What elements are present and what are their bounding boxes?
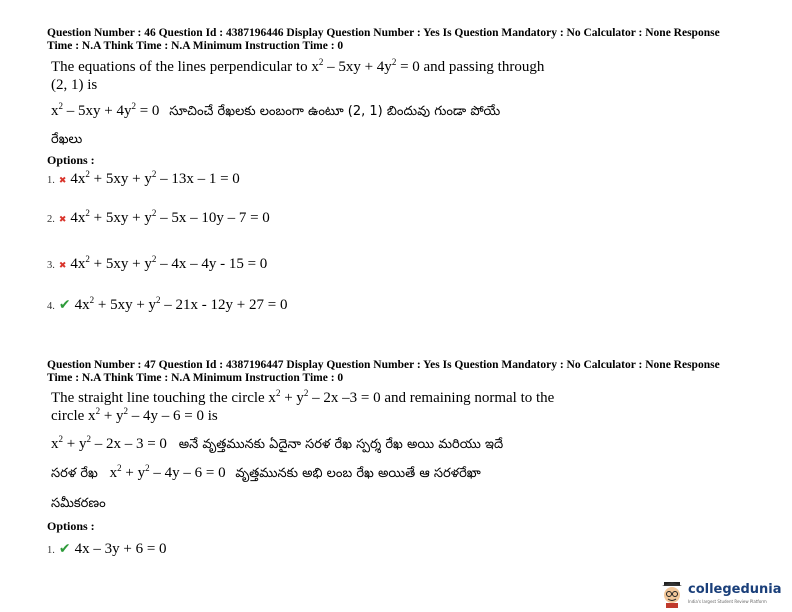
q47-meta-line2: Time : N.A Think Time : N.A Minimum Instruction Time : 0 <box>47 372 344 384</box>
q46-stem-te-line1: $x^2 - 5xy + 4y^2 = 0$ సూచించే రేఖలకు లంబంగా ఉంటూ (2, 1) బిందువు గుండా పోయే <box>51 101 501 119</box>
q47-stem-te-line1: $x^2 + y^2 - 2x - 3 = 0$ అనే వృత్తమునకు ఏదైనా సరళ రేఖ స్పర్శ రేఖ అయి మరియు ఇదే <box>51 434 504 452</box>
logo-brand: collegedunia <box>688 582 782 597</box>
q46-option-3: 3. ✖ $4x^2 + 5xy + y^2 - 4x - 4y - 15 = 0$ <box>47 254 268 272</box>
q46-option-4: 4. ✔ $4x^2 + 5xy + y^2 - 21x - 12y + 27 = 0$ <box>47 295 288 313</box>
logo-tagline: India's largest Student Review Platform <box>688 599 767 604</box>
collegedunia-logo <box>658 580 784 610</box>
q46-option-1: 1. ✖ $4x^2 + 5xy + y^2 - 13x - 1 = 0$ <box>47 169 240 187</box>
wrong-mark-icon: ✖ <box>58 261 67 271</box>
q46-meta-line2: Time : N.A Think Time : N.A Minimum Instruction Time : 0 <box>47 40 344 52</box>
q46-options-label: Options : <box>47 153 95 167</box>
q47-options-label: Options : <box>47 519 95 533</box>
q46-stem-en-line1: The equations of the lines perpendicular to $x^2 - 5xy + 4y^2 = 0$ and passing through <box>51 57 545 75</box>
wrong-mark-icon: ✖ <box>58 215 67 225</box>
mascot-icon <box>658 580 686 608</box>
q47-option-1: 1. ✔ 4x – 3y + 6 = 0 <box>47 541 167 557</box>
q46-option-2: 2. ✖ $4x^2 + 5xy + y^2 - 5x - 10y - 7 = 0$ <box>47 208 270 226</box>
q47-stem-te-line2: సరళ రేఖ $x^2 + y^2 - 4y - 6 = 0$ వృత్తమునకు అభి లంబ రేఖ అయితే ఆ సరళరేఖా <box>51 463 481 481</box>
q46-stem-te-line2: రేఖలు <box>51 132 83 147</box>
correct-check-icon: ✔ <box>58 297 71 313</box>
q46-stem-en-line2: (2, 1) is <box>51 77 98 93</box>
q47-stem-en-line2: circle $x^2 + y^2 - 4y - 6 = 0$ is <box>51 406 218 424</box>
q46-meta-line1: Question Number : 46 Question Id : 4387196446 Display Question Number : Yes Is Question Mandatory : No Calculator : None Response <box>47 27 720 39</box>
correct-check-icon: ✔ <box>58 541 71 557</box>
q47-meta-line1: Question Number : 47 Question Id : 4387196447 Display Question Number : Yes Is Question Mandatory : No Calculator : None Response <box>47 359 720 371</box>
q47-stem-en-line1: The straight line touching the circle $x^2 + y^2 - 2x$ –3 = 0 and remaining normal to the <box>51 388 555 406</box>
q47-stem-te-line3: సమీకరణం <box>51 496 106 511</box>
wrong-mark-icon: ✖ <box>58 176 67 186</box>
